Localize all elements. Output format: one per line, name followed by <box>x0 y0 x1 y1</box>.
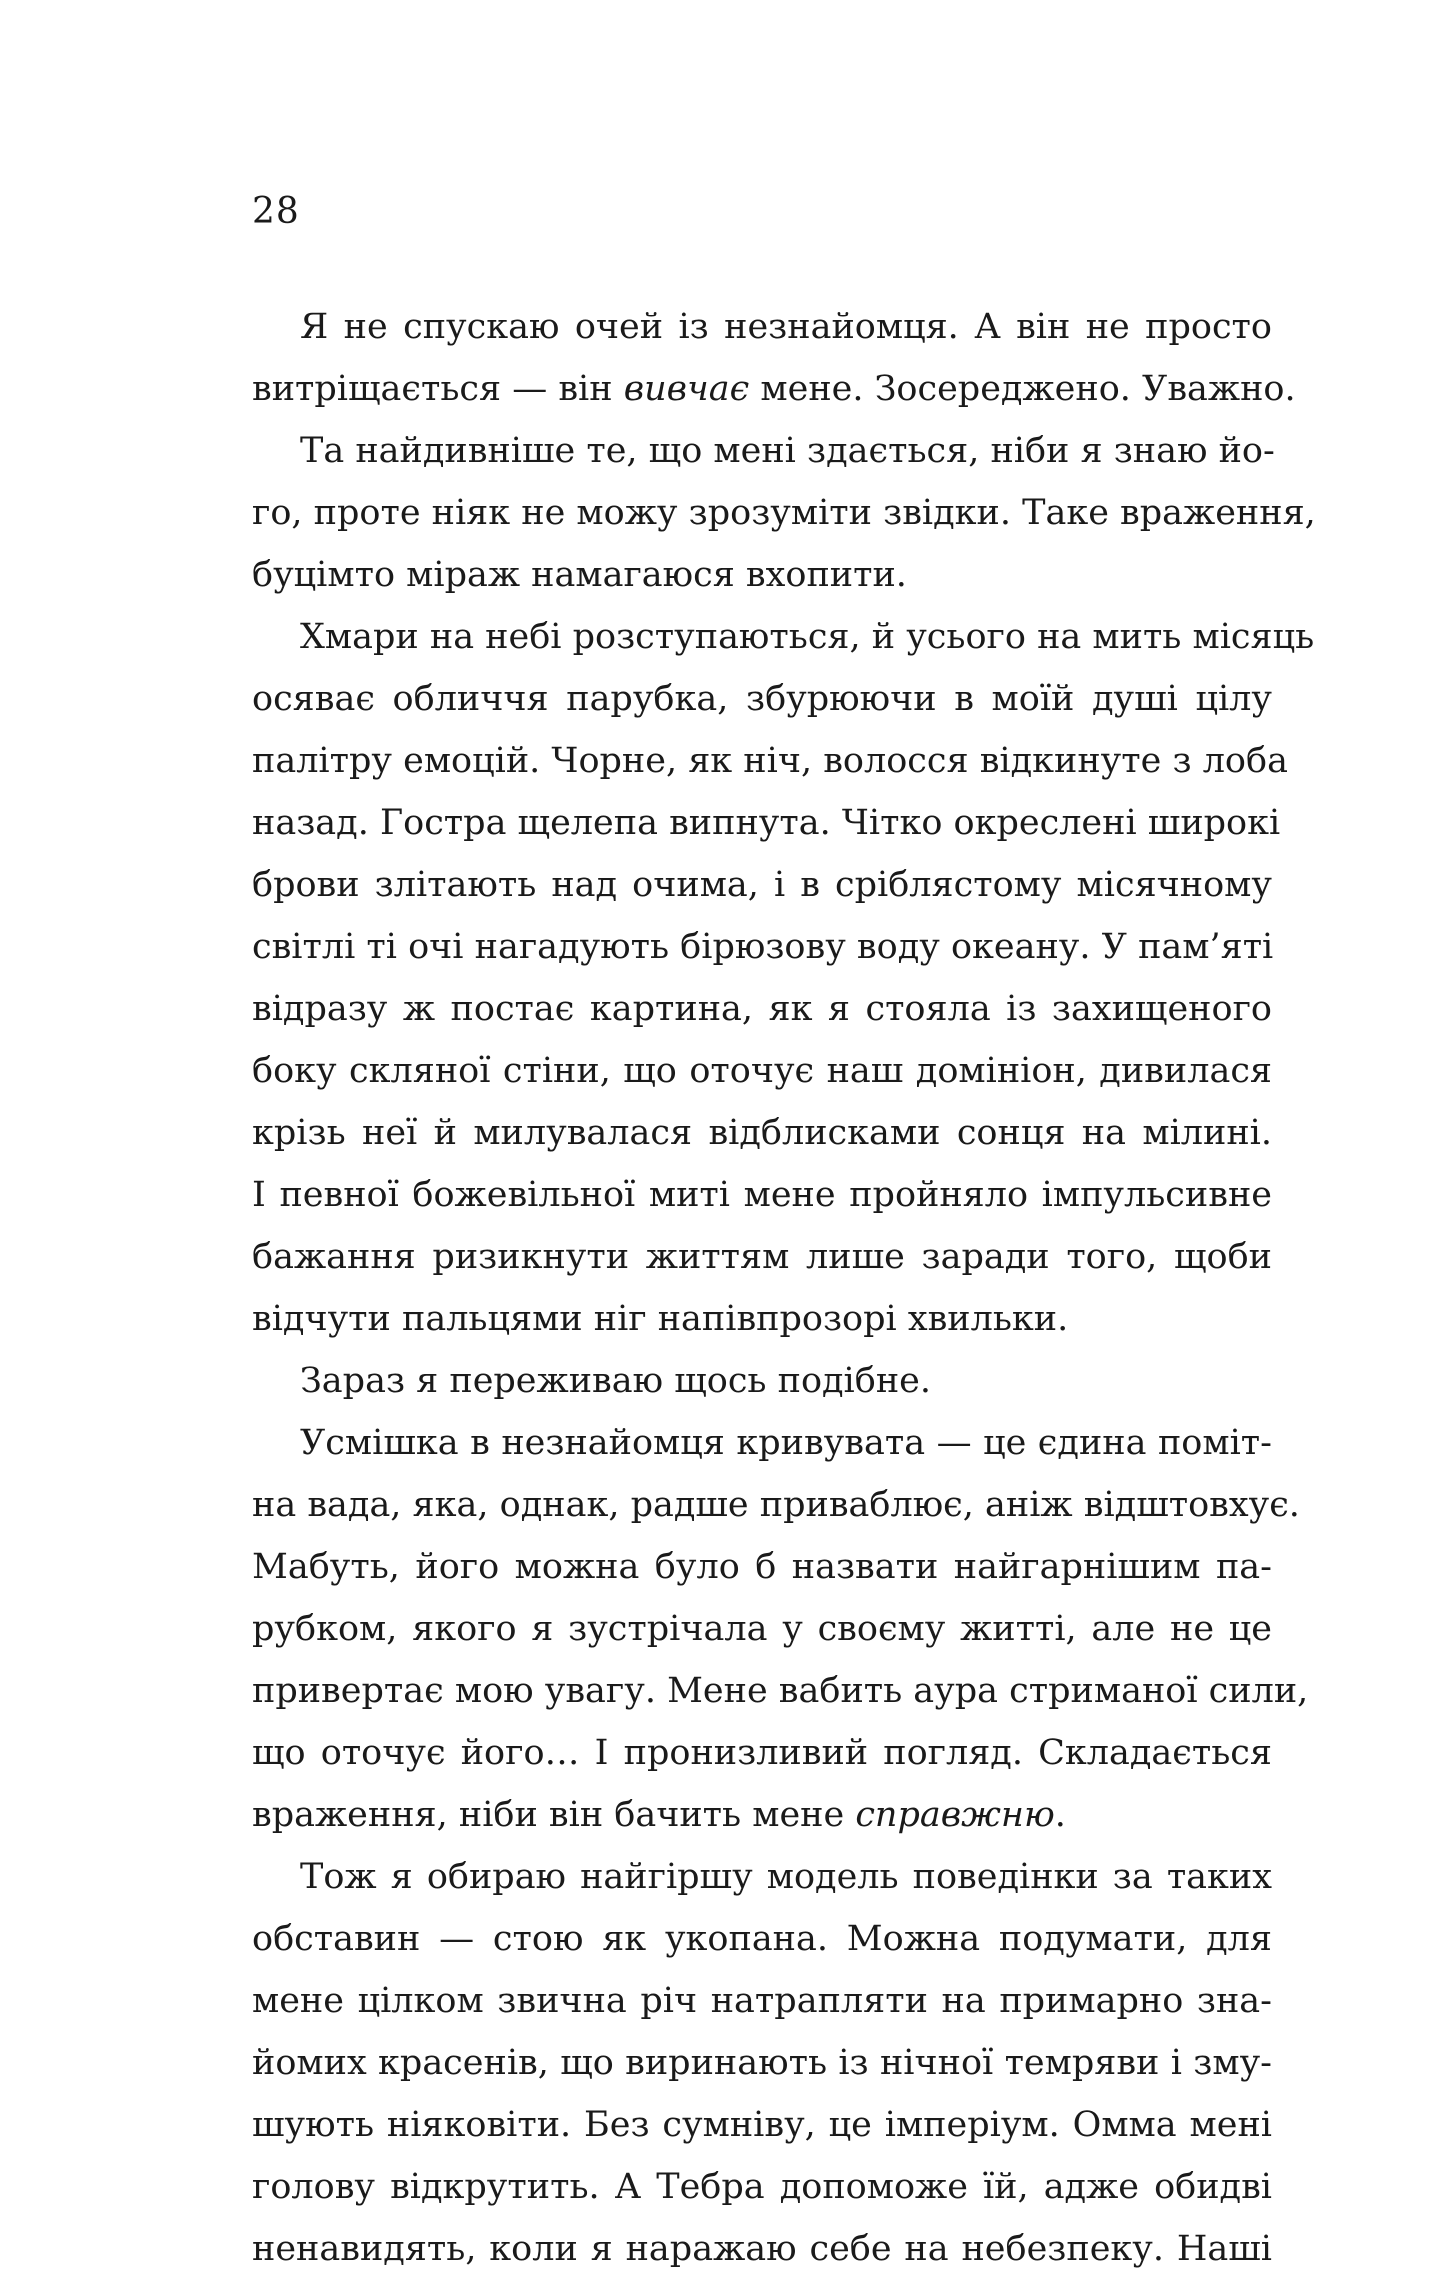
text-span: шують ніяковіти. Без сумніву, це імперіум. Омма мені <box>252 2105 1272 2145</box>
text-line <box>252 1722 1272 1784</box>
text-span: бажання ризикнути життям лише заради того, щоби <box>252 1237 1272 1277</box>
italic-text: вивчає <box>623 369 750 409</box>
text-span: привертає мою увагу. Мене вабить аура стриманої сили, <box>252 1671 1309 1711</box>
text-span: . <box>1054 1795 1066 1835</box>
text-line <box>252 792 1281 854</box>
text-span: І певної божевільної миті мене пройняло імпульсивне <box>252 1175 1272 1215</box>
body-text <box>252 296 1316 2280</box>
text-span: на вада, яка, однак, радше приваблює, аніж відштовхує. <box>252 1485 1300 1525</box>
text-line <box>252 606 1315 668</box>
text-span: що оточує його… І пронизливий погляд. Складається <box>252 1733 1272 1773</box>
text-line <box>252 2218 1272 2280</box>
text-span: мене цілком звична річ натрапляти на примарно зна- <box>252 1981 1272 2021</box>
text-span: брови злітають над очима, і в сріблястому місячному <box>252 865 1272 905</box>
text-span: Усмішка в незнайомця кривувата — це єдина поміт- <box>300 1423 1272 1463</box>
text-line <box>252 916 1272 978</box>
text-span: голову відкрутить. А Тебра допоможе їй, адже обидві <box>252 2167 1272 2207</box>
text-span: назад. Гостра щелепа випнута. Чітко окреслені широкі <box>252 803 1281 843</box>
text-span: мене. Зосереджено. Уважно. <box>749 369 1296 409</box>
text-span: йомих красенів, що виринають із нічної темряви і зму- <box>252 2043 1272 2083</box>
text-line <box>252 1288 1272 1350</box>
text-line <box>252 854 1272 916</box>
text-span: буцімто міраж намагаюся вхопити. <box>252 555 907 595</box>
text-span: боку скляної стіни, що оточує наш домініон, дивилася <box>252 1051 1272 1091</box>
text-span: палітру емоцій. Чорне, як ніч, волосся відкинуте з лоба <box>252 741 1288 781</box>
text-line <box>252 1784 1272 1846</box>
text-span: рубком, якого я зустрічала у своєму житті, але не це <box>252 1609 1272 1649</box>
text-line <box>252 2094 1272 2156</box>
text-span: го, проте ніяк не можу зрозуміти звідки. Таке враження, <box>252 493 1316 533</box>
text-line <box>252 1970 1272 2032</box>
text-line <box>252 482 1316 544</box>
text-span: враження, ніби він бачить мене <box>252 1795 856 1835</box>
text-span: Зараз я переживаю щось подібне. <box>300 1361 931 1401</box>
text-span: Мабуть, його можна було б назвати найгарнішим па- <box>252 1547 1272 1587</box>
text-span: обставин — стою як укопана. Можна подумати, для <box>252 1919 1272 1959</box>
text-span: відчути пальцями ніг напівпрозорі хвильки. <box>252 1299 1069 1339</box>
text-line <box>252 1226 1272 1288</box>
text-span: ненавидять, коли я наражаю себе на небезпеку. Наші <box>252 2229 1272 2269</box>
text-span: Хмари на небі розступаються, й усього на мить місяць <box>300 617 1315 657</box>
text-line <box>252 978 1272 1040</box>
text-line <box>252 420 1275 482</box>
italic-text: справжню <box>855 1795 1055 1835</box>
text-span: крізь неї й милувалася відблисками сонця на мілині. <box>252 1113 1272 1153</box>
text-span: Тож я обираю найгіршу модель поведінки за таких <box>300 1857 1272 1897</box>
text-line <box>252 2032 1272 2094</box>
text-line <box>252 1908 1272 1970</box>
text-line <box>252 1412 1272 1474</box>
text-line <box>252 730 1288 792</box>
text-span: відразу ж постає картина, як я стояла із захищеного <box>252 989 1272 1029</box>
text-line <box>252 544 1272 606</box>
text-line <box>252 2156 1272 2218</box>
text-line <box>252 296 1272 358</box>
text-span: Я не спускаю очей із незнайомця. А він не просто <box>300 307 1272 347</box>
text-line <box>252 668 1272 730</box>
text-line <box>252 1536 1272 1598</box>
text-line <box>252 1102 1272 1164</box>
text-line <box>252 1846 1272 1908</box>
text-span: світлі ті очі нагадують бірюзову воду океану. У пам’яті <box>252 927 1274 967</box>
text-line <box>252 1040 1272 1102</box>
text-line <box>252 1660 1309 1722</box>
text-span: осяває обличчя парубка, збурюючи в моїй душі цілу <box>252 679 1272 719</box>
text-line <box>252 1164 1272 1226</box>
text-line <box>252 1350 1272 1412</box>
text-span: Та найдивніше те, що мені здається, ніби я знаю йо- <box>300 431 1275 471</box>
text-line <box>252 1474 1300 1536</box>
page-number: 28 <box>252 191 300 232</box>
text-span: витріщається — він <box>252 369 624 409</box>
text-line <box>252 1598 1272 1660</box>
text-line <box>252 358 1296 420</box>
